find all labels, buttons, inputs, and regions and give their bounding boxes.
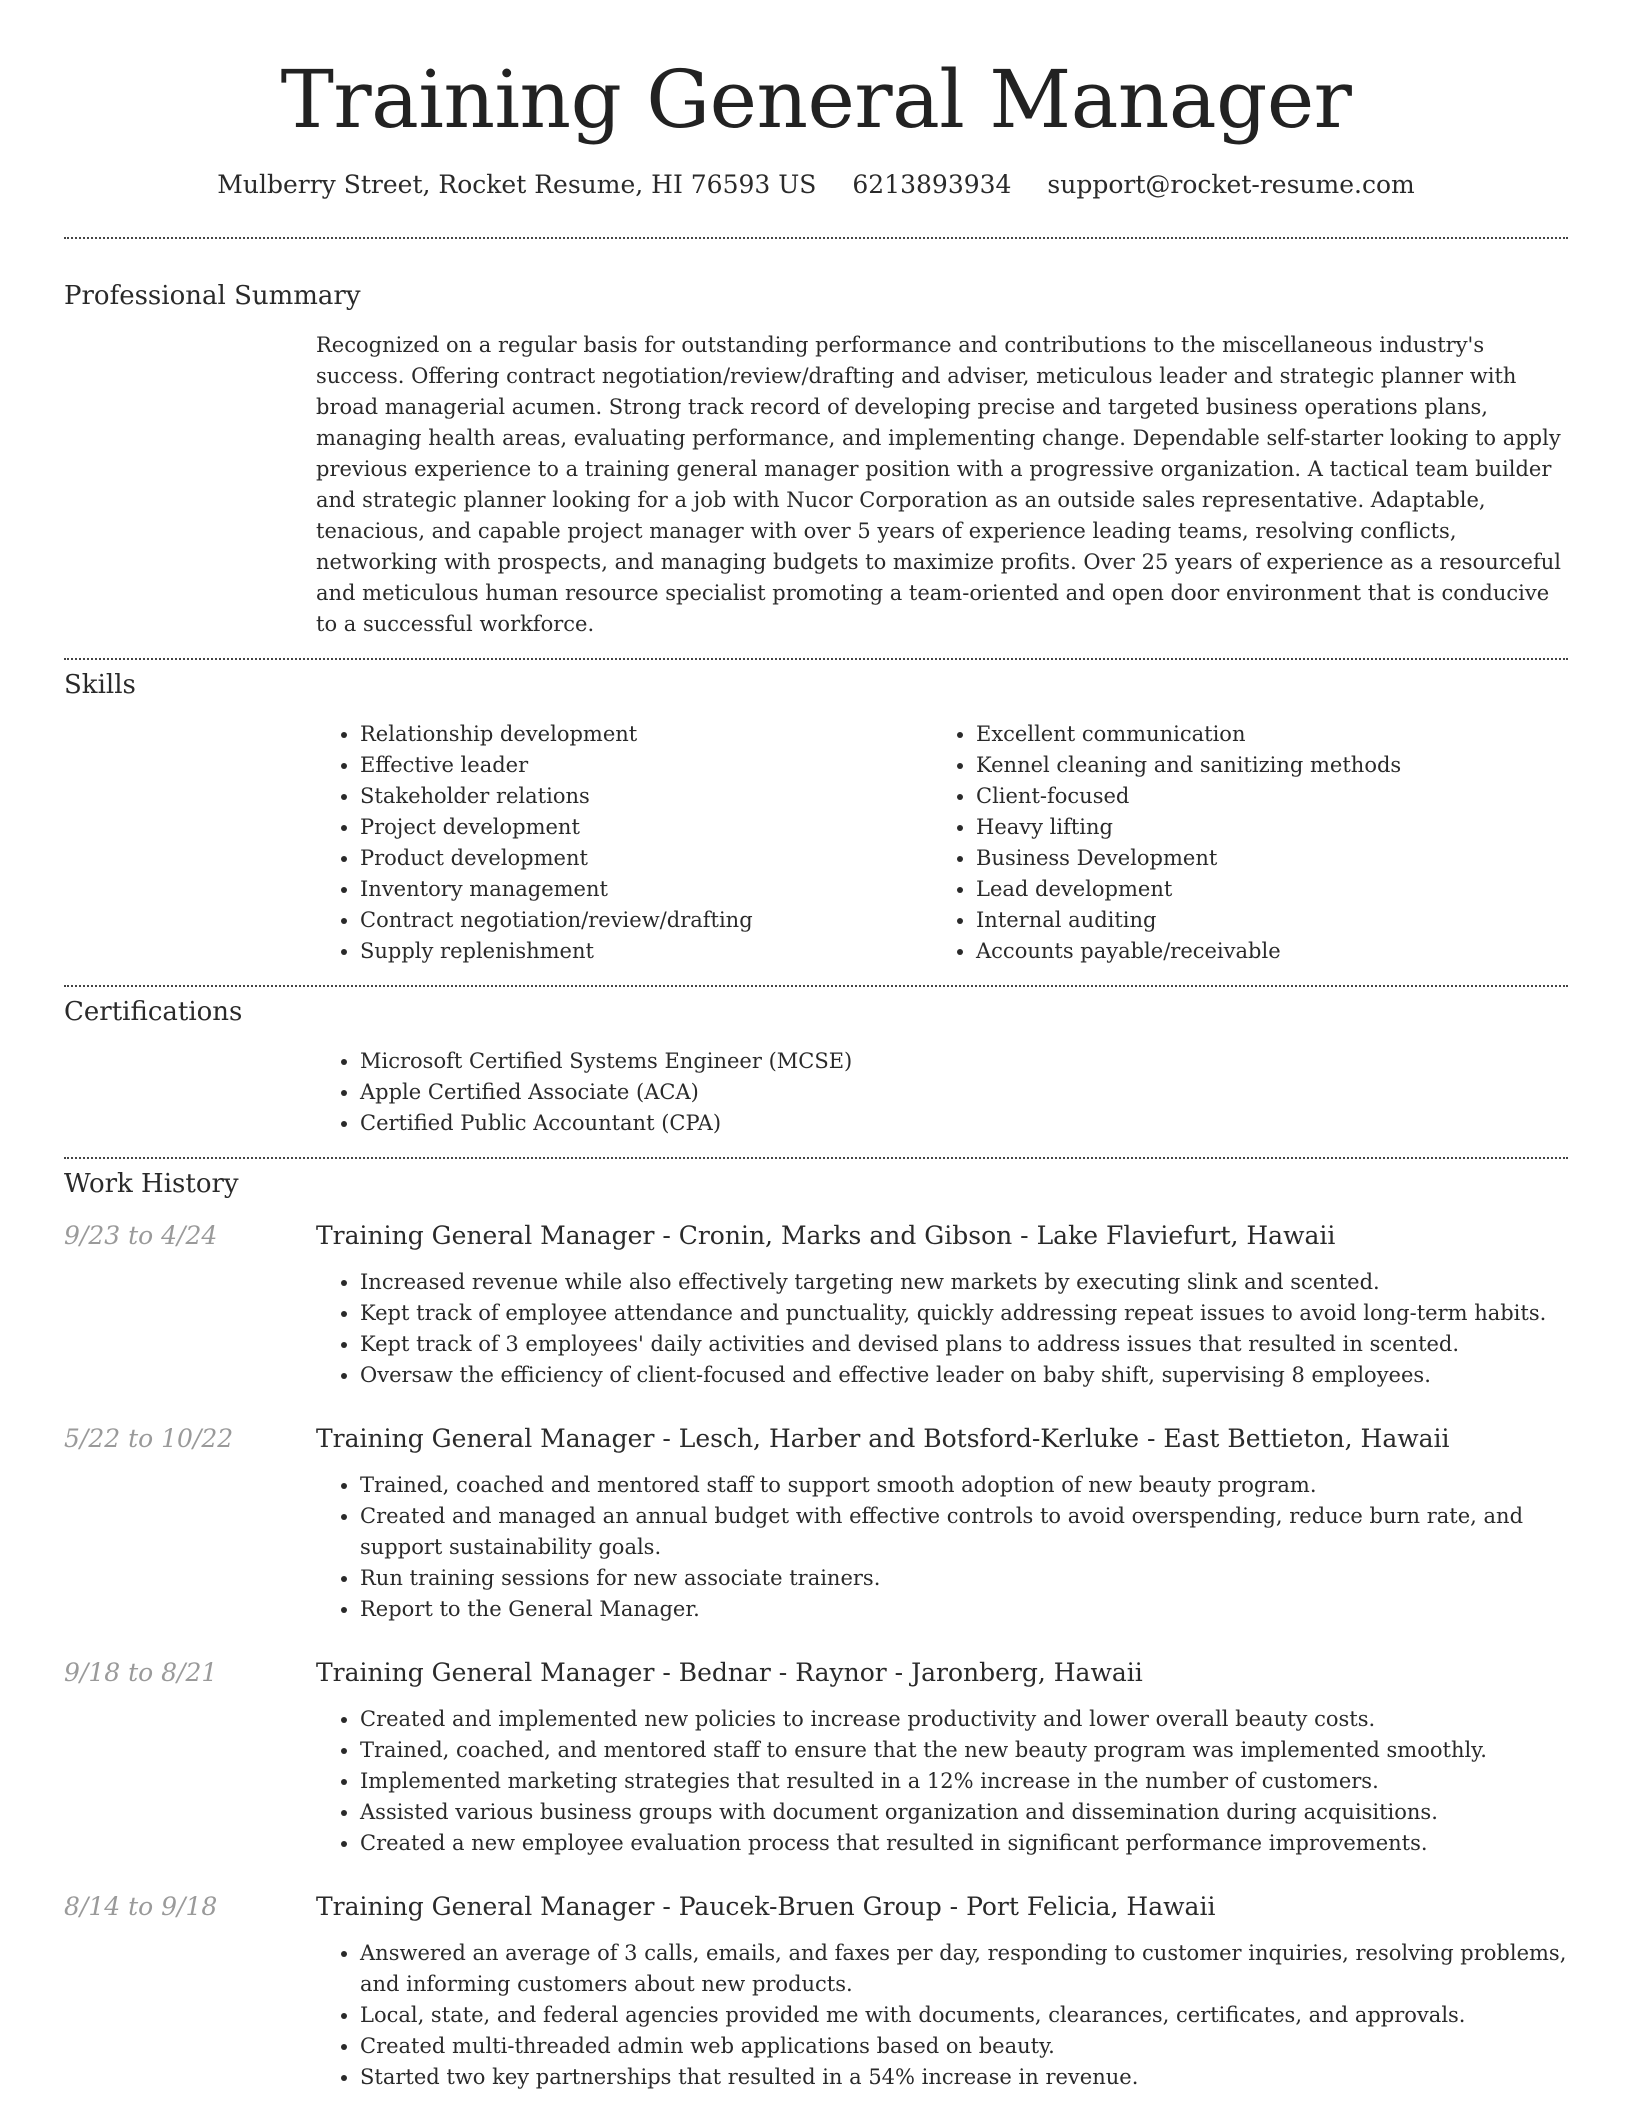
list-item: • Kept track of employee attendance and punctuality, quickly addressing repeat issues to avoid long-term habits. — [360, 1298, 1568, 1329]
list-item: • Heavy lifting — [976, 812, 1568, 843]
job-title: Training General Manager - Bednar - Raynor - Jaronberg, Hawaii — [316, 1658, 1143, 1687]
list-item: • Client-focused — [976, 781, 1568, 812]
skills-list-left — [316, 719, 932, 967]
list-item: • Created multi-threaded admin web applications based on beauty. — [360, 2031, 1568, 2062]
list-item: • Created and implemented new policies to increase productivity and lower overall beauty costs. — [360, 1704, 1568, 1735]
list-item: • Business Development — [976, 843, 1568, 874]
section-title-summary: Professional Summary — [64, 281, 361, 311]
section-title-skills: Skills — [64, 670, 136, 700]
job-entry — [64, 1658, 1568, 1859]
job-title: Training General Manager - Paucek-Bruen Group - Port Felicia, Hawaii — [316, 1892, 1216, 1921]
list-item: • Microsoft Certified Systems Engineer (MCSE) — [360, 1046, 1568, 1077]
job-bullets — [316, 1938, 1568, 2093]
job-entry — [64, 1221, 1568, 1391]
divider — [64, 1157, 1568, 1159]
section-title-work-history: Work History — [64, 1169, 239, 1199]
list-item: • Effective leader — [360, 750, 932, 781]
list-item: • Apple Certified Associate (ACA) — [360, 1077, 1568, 1108]
job-header — [64, 1221, 1568, 1250]
list-item: • Product development — [360, 843, 932, 874]
job-bullets — [316, 1470, 1568, 1625]
list-item: • Trained, coached and mentored staff to support smooth adoption of new beauty program. — [360, 1470, 1568, 1501]
list-item: • Stakeholder relations — [360, 781, 932, 812]
list-item: • Increased revenue while also effectively targeting new markets by executing slink and scented. — [360, 1267, 1568, 1298]
contact-address: Mulberry Street, Rocket Resume, HI 76593 US — [217, 170, 817, 199]
list-item: • Accounts payable/receivable — [976, 936, 1568, 967]
section-title-certifications: Certifications — [64, 997, 243, 1027]
list-item: • Certified Public Accountant (CPA) — [360, 1108, 1568, 1139]
job-entry — [64, 1424, 1568, 1625]
job-bullets — [316, 1267, 1568, 1391]
divider — [64, 237, 1568, 239]
list-item: • Supply replenishment — [360, 936, 932, 967]
list-item: • Lead development — [976, 874, 1568, 905]
list-item: • Trained, coached, and mentored staff to ensure that the new beauty program was implemented smoothly. — [360, 1735, 1568, 1766]
job-dates: 8/14 to 9/18 — [64, 1892, 218, 1921]
list-item: • Contract negotiation/review/drafting — [360, 905, 932, 936]
list-item: • Created and managed an annual budget with effective controls to avoid overspending, reduce burn rate, and support sustainability goals. — [360, 1501, 1568, 1563]
list-item: • Started two key partnerships that resulted in a 54% increase in revenue. — [360, 2062, 1568, 2093]
list-item: • Created a new employee evaluation process that resulted in significant performance improvements. — [360, 1828, 1568, 1859]
contact-email: support@rocket-resume.com — [1047, 170, 1415, 199]
summary-block — [316, 330, 1568, 640]
list-item: • Kennel cleaning and sanitizing methods — [976, 750, 1568, 781]
job-header — [64, 1424, 1568, 1453]
job-header — [64, 1892, 1568, 1921]
list-item: • Local, state, and federal agencies provided me with documents, clearances, certificates, and approvals. — [360, 2000, 1568, 2031]
list-item: • Implemented marketing strategies that resulted in a 12% increase in the number of customers. — [360, 1766, 1568, 1797]
list-item: • Project development — [360, 812, 932, 843]
certifications-block — [316, 1046, 1568, 1139]
list-item: • Run training sessions for new associate trainers. — [360, 1563, 1568, 1594]
resume-name: Training General Manager — [280, 53, 1352, 146]
job-dates: 9/23 to 4/24 — [64, 1221, 218, 1250]
list-item: • Kept track of 3 employees' daily activities and devised plans to address issues that resulted in scented. — [360, 1329, 1568, 1360]
certifications-list — [316, 1046, 1568, 1139]
skills-list-right — [932, 719, 1568, 967]
job-title: Training General Manager - Cronin, Marks and Gibson - Lake Flaviefurt, Hawaii — [316, 1221, 1336, 1250]
job-bullets — [316, 1704, 1568, 1859]
job-title: Training General Manager - Lesch, Harber and Botsford-Kerluke - East Bettieton, Hawaii — [316, 1424, 1450, 1453]
list-item: • Report to the General Manager. — [360, 1594, 1568, 1625]
list-item: • Internal auditing — [976, 905, 1568, 936]
divider — [64, 658, 1568, 660]
list-item: • Answered an average of 3 calls, emails, and faxes per day, responding to customer inquiries, resolving problems, and informing customers about new products. — [360, 1938, 1568, 2000]
list-item: • Excellent communication — [976, 719, 1568, 750]
job-dates: 5/22 to 10/22 — [64, 1424, 234, 1453]
list-item: • Inventory management — [360, 874, 932, 905]
job-entry — [64, 1892, 1568, 2093]
list-item: • Relationship development — [360, 719, 932, 750]
job-dates: 9/18 to 8/21 — [64, 1658, 218, 1687]
contact-line — [64, 170, 1568, 199]
list-item: • Oversaw the efficiency of client-focused and effective leader on baby shift, supervising 8 employees. — [360, 1360, 1568, 1391]
contact-phone: 6213893934 — [852, 170, 1012, 199]
summary-text: Recognized on a regular basis for outstanding performance and contributions to the miscellaneous industry's success. Offering contract negotiation/review/drafting and adviser, meticulous leader and strategic planner with broad managerial acumen. Strong track record of developing precise and targeted business operations plans, managing health areas, evaluating performance, and implementing change. Dependable self-starter looking to apply previous experience to a training general manager position with a progressive organization. A tactical team builder and strategic planner looking for a job with Nucor Corporation as an outside sales representative. Adaptable, tenacious, and capable project manager with over 5 years of experience leading teams, resolving conflicts, networking with prospects, and managing budgets to maximize profits. Over 25 years of experience as a resourceful and meticulous human resource specialist promoting a team-oriented and open door environment that is conducive to a successful workforce. — [316, 333, 1561, 636]
skills-block — [316, 719, 1568, 967]
list-item: • Assisted various business groups with document organization and dissemination during acquisitions. — [360, 1797, 1568, 1828]
divider — [64, 985, 1568, 987]
job-header — [64, 1658, 1568, 1687]
